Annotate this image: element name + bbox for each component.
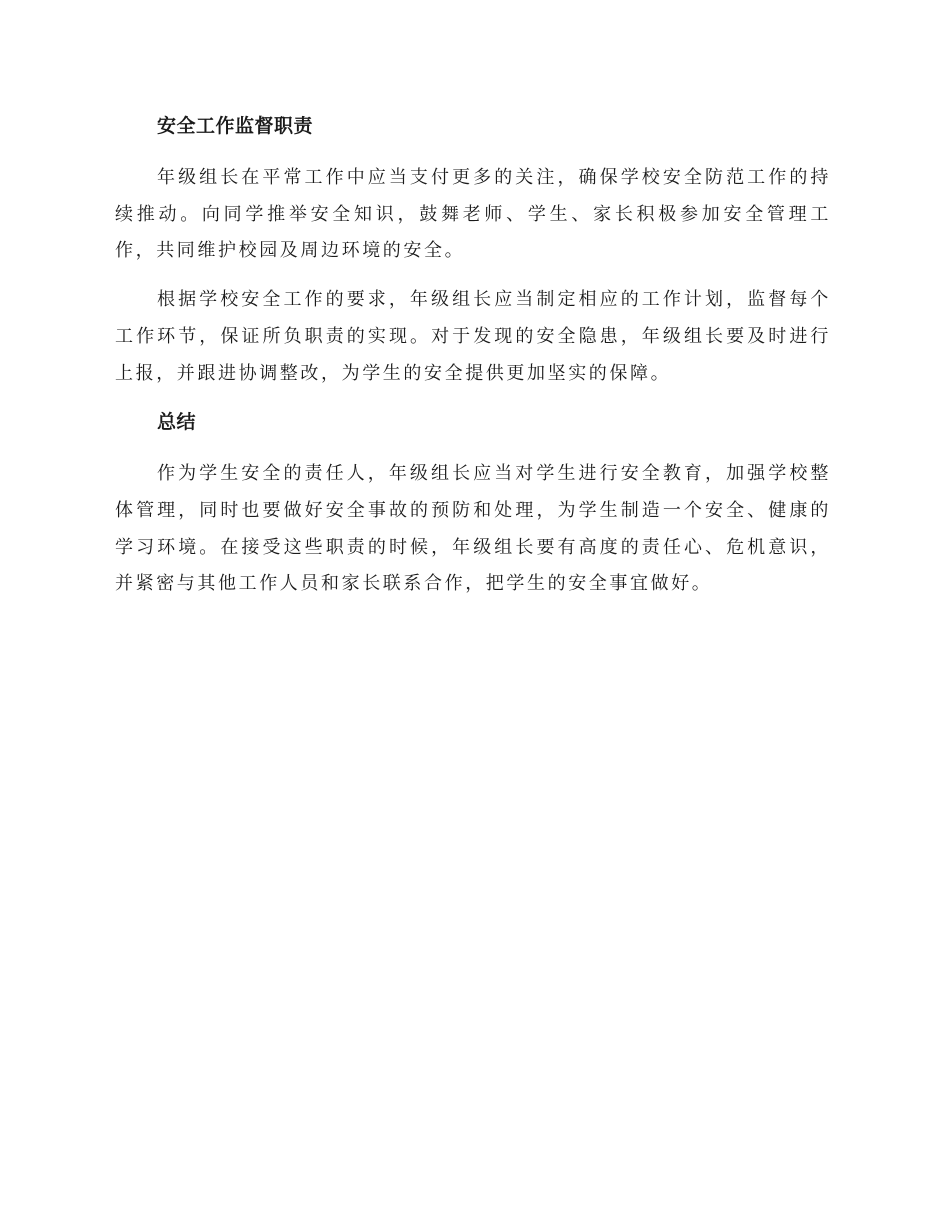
document-body: [115, 108, 831, 603]
section-heading-supervision: 安全工作监督职责: [157, 115, 314, 137]
paragraph-summary-1: 作为学生安全的责任人，年级组长应当对学生进行安全教育，加强学校整体管理，同时也要做好安全事故的预防和处理，为学生制造一个安全、健康的学习环境。在接受这些职责的时候，年级组长要有高度的责任心、危机意识，并紧密与其他工作人员和家长联系合作，把学生的安全事宜做好。: [115, 463, 831, 595]
paragraph-supervision-1: 年级组长在平常工作中应当支付更多的关注，确保学校安全防范工作的持续推动。向同学推举安全知识，鼓舞老师、学生、家长积极参加安全管理工作，共同维护校园及周边环境的安全。: [115, 167, 831, 262]
section-heading-summary: 总结: [157, 411, 197, 434]
paragraph-supervision-2: 根据学校安全工作的要求，年级组长应当制定相应的工作计划，监督每个工作环节，保证所负职责的实现。对于发现的安全隐患，年级组长要及时进行上报，并跟进协调整改，为学生的安全提供更加坚实的保障。: [115, 289, 831, 384]
